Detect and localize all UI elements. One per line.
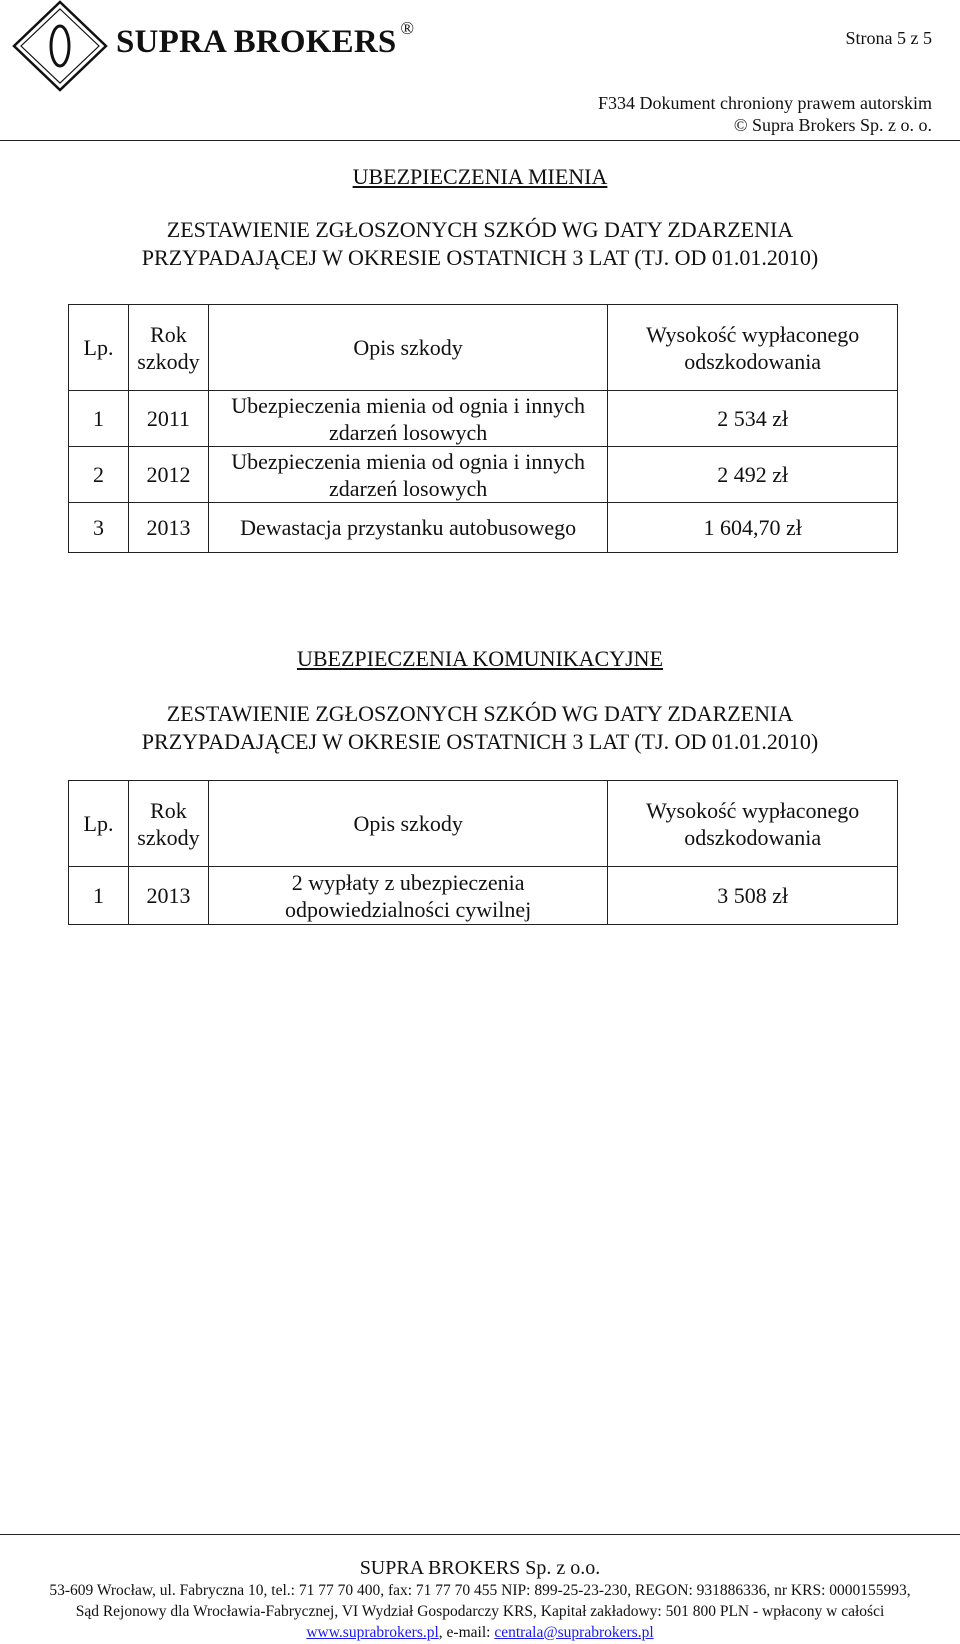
cell-amount: 1 604,70 zł — [608, 503, 898, 553]
footer-contact — [0, 1622, 960, 1643]
doc-note-line2: © Supra Brokers Sp. z o. o. — [733, 115, 932, 135]
table-row — [69, 391, 898, 447]
email-link[interactable]: centrala@suprabrokers.pl — [494, 1624, 654, 1641]
section2-subtitle-line2: PRZYPADAJĄCEJ W OKRESIE OSTATNICH 3 LAT (TJ. OD 01.01.2010) — [141, 729, 819, 754]
cell-description: Dewastacja przystanku autobusowego — [208, 503, 607, 553]
page-number: Strona 5 z 5 — [845, 28, 932, 48]
cell-amount: 3 508 zł — [608, 867, 898, 925]
registered-mark: ® — [400, 18, 415, 38]
footer-divider — [0, 1534, 960, 1535]
footer-registry: Sąd Rejonowy dla Wrocławia-Fabrycznej, VI Wydział Gospodarczy KRS, Kapitał zakładowy: 501 800 PLN - wpłacony w całości — [75, 1603, 885, 1620]
section2-subtitle-line1: ZESTAWIENIE ZGŁOSZONYCH SZKÓD WG DATY ZDARZENIA — [166, 701, 794, 726]
footer-address: 53-609 Wrocław, ul. Fabryczna 10, tel.: 71 77 70 400, fax: 71 77 70 455 NIP: 899-25-23-230, REGON: 931886336, nr KRS: 0000155993, — [49, 1582, 911, 1599]
cell-lp: 3 — [69, 503, 129, 553]
col-lp: Lp. — [69, 305, 129, 391]
vehicle-claims-table — [68, 780, 898, 925]
col-description: Opis szkody — [208, 305, 607, 391]
footer-company: SUPRA BROKERS Sp. z o.o. — [359, 1557, 601, 1579]
section1-title: UBEZPIECZENIA MIENIA — [352, 164, 608, 189]
col-amount: Wysokość wypłaconego odszkodowania — [608, 781, 898, 867]
cell-year: 2013 — [128, 503, 208, 553]
section1-subtitle — [0, 216, 960, 272]
section1-subtitle-line1: ZESTAWIENIE ZGŁOSZONYCH SZKÓD WG DATY ZDARZENIA — [166, 217, 794, 242]
col-year: Rok szkody — [128, 781, 208, 867]
cell-lp: 2 — [69, 447, 129, 503]
table-row — [69, 867, 898, 925]
table-row — [69, 447, 898, 503]
cell-year: 2012 — [128, 447, 208, 503]
copyright-note — [598, 92, 932, 136]
cell-year: 2013 — [128, 867, 208, 925]
cell-amount: 2 492 zł — [608, 447, 898, 503]
table-header-row — [69, 305, 898, 391]
cell-year: 2011 — [128, 391, 208, 447]
cell-description: Ubezpieczenia mienia od ognia i innych zdarzeń losowych — [208, 391, 607, 447]
col-amount: Wysokość wypłaconego odszkodowania — [608, 305, 898, 391]
cell-lp: 1 — [69, 391, 129, 447]
brand-name — [116, 18, 415, 61]
property-claims-table — [68, 304, 898, 553]
section2-title: UBEZPIECZENIA KOMUNIKACYJNE — [296, 646, 664, 671]
header-divider — [0, 140, 960, 141]
cell-description: Ubezpieczenia mienia od ognia i innych zdarzeń losowych — [208, 447, 607, 503]
website-link[interactable]: www.suprabrokers.pl — [306, 1624, 439, 1641]
table-header-row — [69, 781, 898, 867]
doc-note-line1: F334 Dokument chroniony prawem autorskim — [598, 93, 932, 113]
col-year: Rok szkody — [128, 305, 208, 391]
supra-logo-icon — [12, 0, 108, 92]
email-label: , e-mail: — [438, 1624, 495, 1641]
cell-amount: 2 534 zł — [608, 391, 898, 447]
col-lp: Lp. — [69, 781, 129, 867]
cell-description: 2 wypłaty z ubezpieczenia odpowiedzialności cywilnej — [208, 867, 607, 925]
section1-subtitle-line2: PRZYPADAJĄCEJ W OKRESIE OSTATNICH 3 LAT (TJ. OD 01.01.2010) — [141, 245, 819, 270]
section2-subtitle — [0, 700, 960, 756]
page-header — [0, 0, 960, 135]
cell-lp: 1 — [69, 867, 129, 925]
page-footer — [0, 1556, 960, 1643]
col-description: Opis szkody — [208, 781, 607, 867]
table-row — [69, 503, 898, 553]
brand-text: SUPRA BROKERS — [116, 24, 397, 60]
